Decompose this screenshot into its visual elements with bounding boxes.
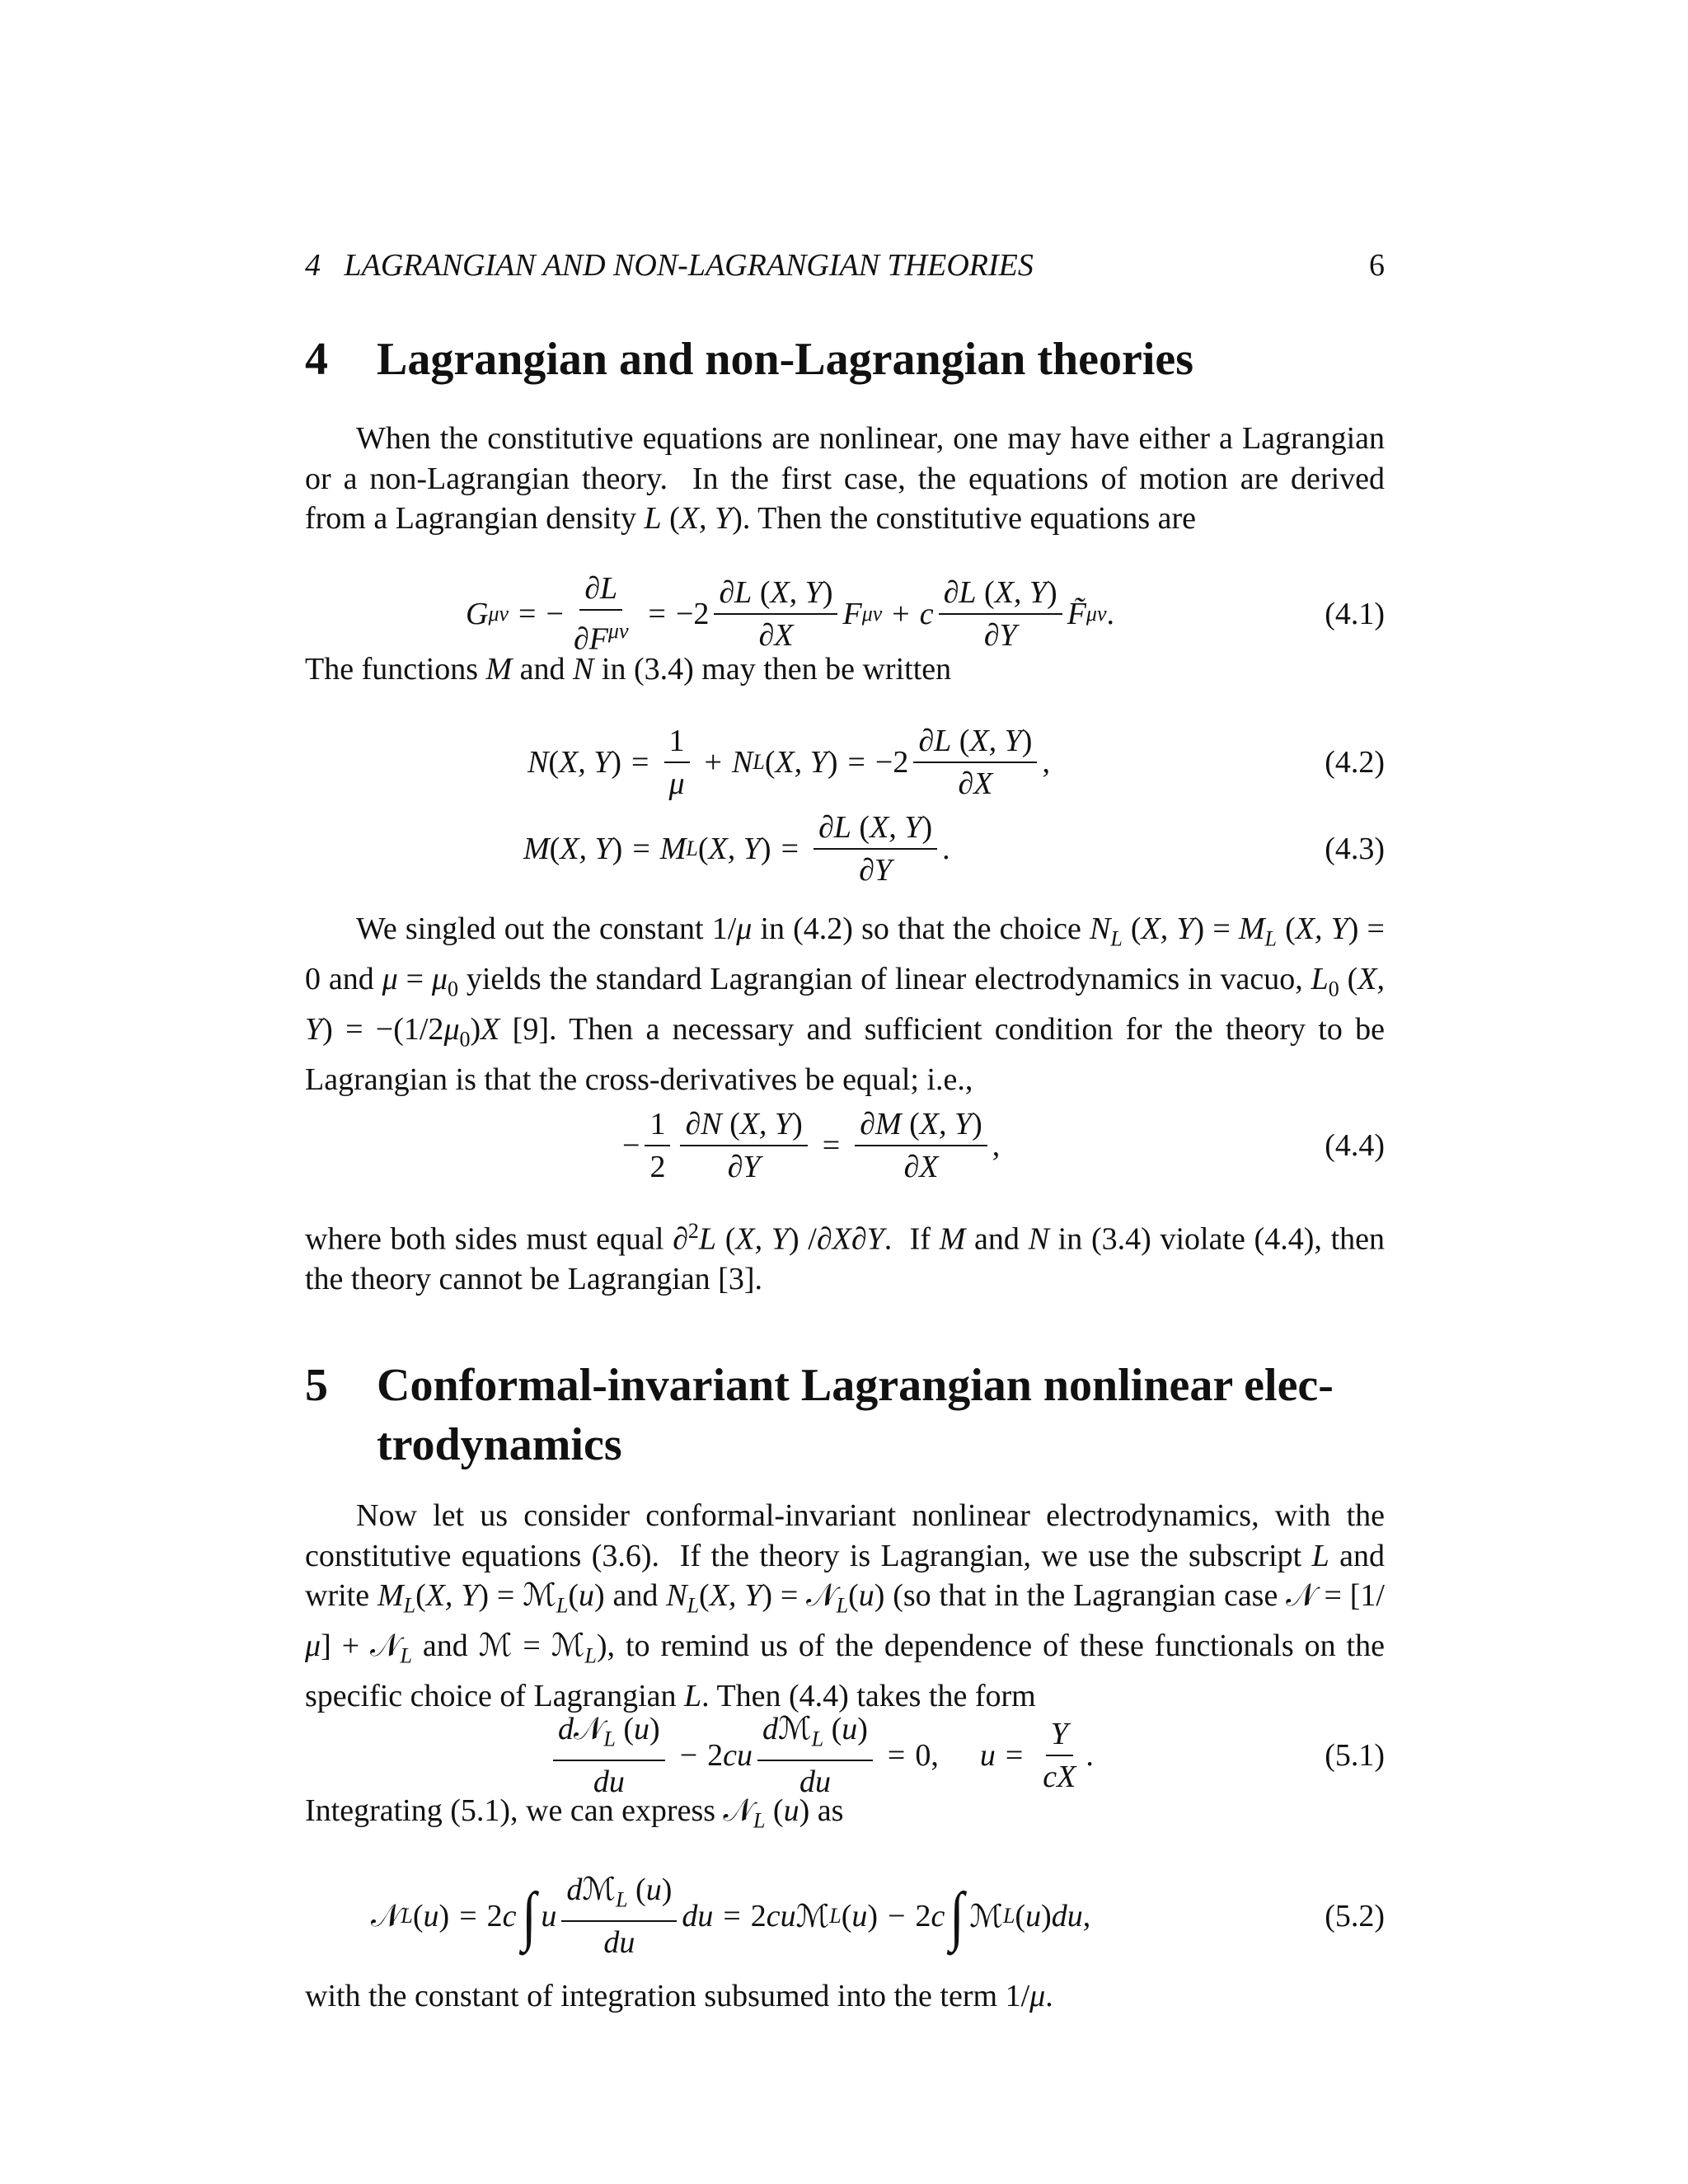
- section-4-paragraph-4: where both sides must equal ∂$^2$L (X, Y) /∂X∂Y. If M and N in (3.4) violate (4.4), then the theory cannot be Lagrangian [3].: [305, 1219, 1385, 1297]
- equation-4-3: [305, 791, 1385, 907]
- equation-body: N ( X, Y ) = $\frac{1}{\mu}$ + N L ( X, Y ) = −2 $\frac{\partial L (X, Y)}{\partial X}$ ,: [528, 724, 1050, 801]
- section-4-paragraph-1: When the constitutive equations are nonlinear, one may have either a Lagrangian or a non-Lagrangian theory. In the first case, the equations of motion are derived from a Lagrangian density L (X, Y). Then the constitutive equations are: [305, 421, 1385, 536]
- section-5-paragraph-2: Integrating (5.1), we can express 𝒩$_L$ (u) as: [305, 1793, 844, 1833]
- running-header: [305, 247, 1385, 284]
- equation-number: (4.4): [1325, 1128, 1385, 1163]
- equation-body: M ( X, Y ) = M L ( X, Y ) = $\frac{\partial L (X, Y)}{\partial Y}$ .: [523, 810, 950, 888]
- equation-5-2: [305, 1850, 1385, 1982]
- equation-number: (4.1): [1325, 597, 1385, 631]
- equation-4-4: [305, 1088, 1385, 1203]
- section-4-heading: [305, 330, 1385, 389]
- section-5-heading: [305, 1356, 1385, 1474]
- section-4-paragraph-3: We singled out the constant 1/μ in (4.2) so that the choice $N_L$ (X, $Y) = M_L$ (X, Y) = 0 and $\mu = \mu_0$ yields the standard Lagrangian of linear electrodynamics in vacuo, $L_0$ (X, $Y) = -(1/2\mu_0)X$ [9]. Then a necessary and sufficient condition for the theory to be Lagrangian is that the cross-derivatives be equal; i.e.,: [305, 912, 1385, 1098]
- equation-number: (4.3): [1325, 832, 1385, 866]
- section-5-title: Conformal-invariant Lagrangian nonlinear elec- trodynamics: [377, 1360, 1334, 1470]
- equation-body: − $\frac{1}{2}$ $\frac{\partial N (X, Y)}{\partial Y}$ = $\frac{\partial M (X, Y)}{\partial X}$ ,: [622, 1107, 1001, 1184]
- equation-number: (4.2): [1325, 745, 1385, 780]
- section-5-number: 5: [305, 1360, 328, 1411]
- section-4-title: Lagrangian and non-Lagrangian theories: [377, 334, 1194, 385]
- equation-body: $\frac{d𝒩_L (u)}{du}$ − 2 cu $\frac{dℳ_L (u)}{du}$ = 0, u = $\frac{Y}{cX}$ .: [548, 1698, 1094, 1813]
- running-header-title: 4 LAGRANGIAN AND NON-LAGRANGIAN THEORIES: [305, 248, 1034, 283]
- section-4-number: 4: [305, 334, 328, 385]
- section-4-paragraph-2: The functions M and N in (3.4) may then be written: [305, 652, 952, 687]
- page-number: 6: [1369, 248, 1385, 283]
- section-5-paragraph-1: Now let us consider conformal-invariant nonlinear electrodynamics, with the constitutive equations (3.6). If the theory is Lagrangian, we use the subscript L and write $M_L(X$, Y) = ℳ$_L$(u) and $N_L(X$, Y) = 𝒩$_L$(u) (so that in the Lagrangian case 𝒩 = [1/μ] + 𝒩$_L$ and ℳ = ℳ$_L$), to remind us of the dependence of these functionals on the specific choice of Lagrangian L. Then (4.4) takes the form: [305, 1498, 1385, 1714]
- equation-number: (5.1): [1325, 1738, 1385, 1773]
- section-5-paragraph-3: with the constant of integration subsumed into the term 1/μ.: [305, 1979, 1053, 2013]
- equation-body: G μν = − $\frac{\partial L}{\partial F^{\mu\nu}}$ = −2 $\frac{\partial L (X, Y)}{\partial X}$ F μν + c $\frac{\partial L (X, Y)}{\partial Y}$ F̃ μν .: [466, 571, 1115, 657]
- integral-sign: ∫: [521, 1880, 537, 1952]
- integral-sign: ∫: [950, 1880, 965, 1952]
- equation-number: (5.2): [1325, 1899, 1385, 1933]
- equation-body: 𝒩 L ( u ) = 2 c ∫ u $\frac{dℳ_L (u)}{du}$ du = 2 cu ℳ L ( u ) − 2 c ∫ ℳ L ( u ) du ,: [371, 1872, 1091, 1961]
